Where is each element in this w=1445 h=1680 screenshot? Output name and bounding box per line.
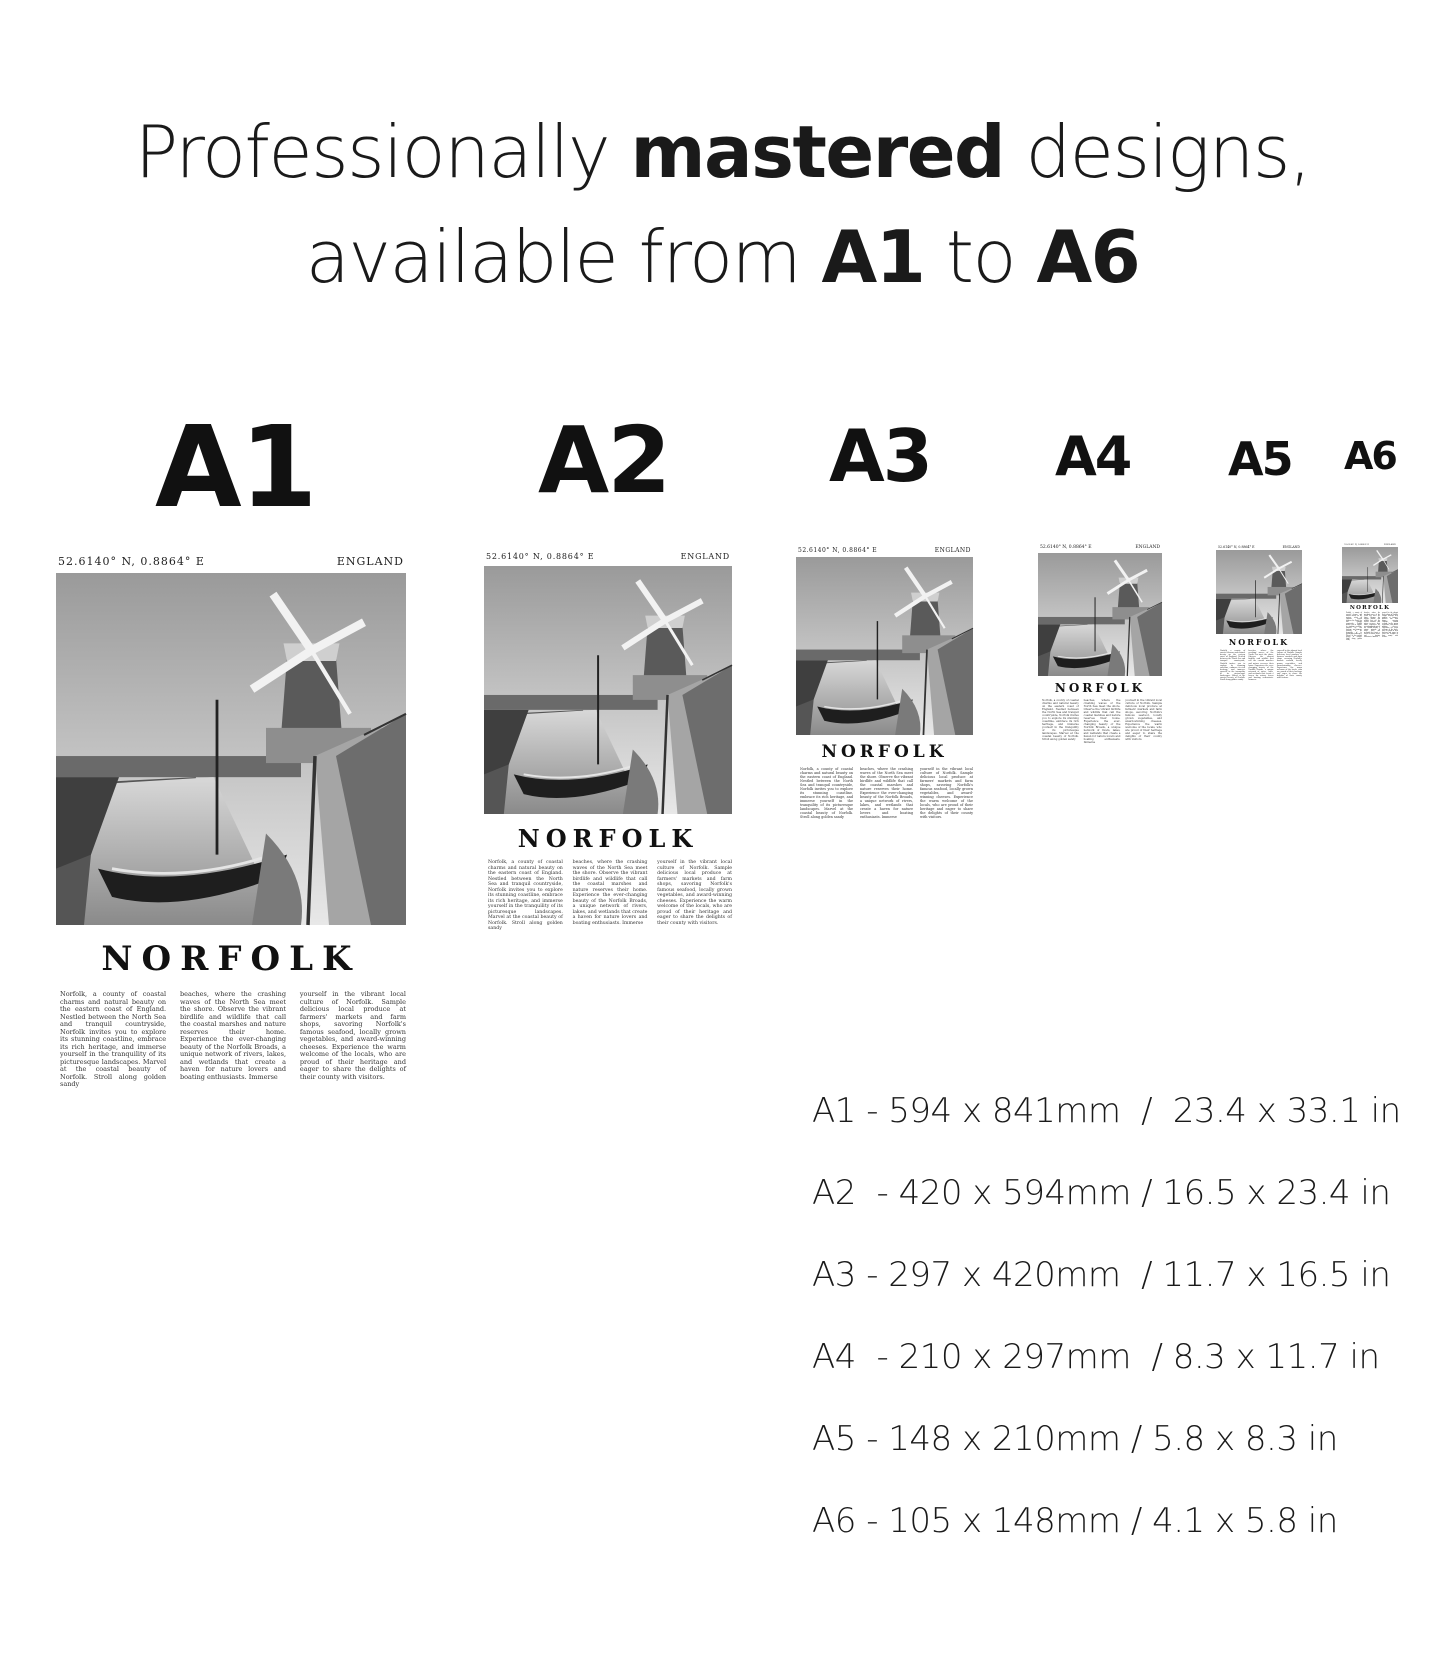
headline-text: designs, xyxy=(1004,110,1311,194)
body-column: yourself in the vibrant local culture of Norfolk. Sample delicious local produce at farmers' markets and farm shops, savoring Norfolk's famous seafood, locally grown vegetables, and award-winning cheeses. Experience the warm welcome of the locals, who are proud of their heritage and eager to share the delights of their county with visitors. xyxy=(1125,699,1162,741)
poster-body-text xyxy=(1042,699,1162,744)
poster-a1 xyxy=(56,555,406,1088)
poster-coordinates: 52.6140° N, 0.8864° E xyxy=(1218,545,1255,549)
poster-a3 xyxy=(796,547,973,819)
poster-country: ENGLAND xyxy=(1282,545,1300,549)
poster-body-text xyxy=(1220,650,1303,682)
poster-country: ENGLAND xyxy=(1135,545,1160,550)
poster-coordinates: 52.6140° N, 0.8864° E xyxy=(1040,545,1092,550)
spec-a2: A2 - 420 x 594mm / 16.5 x 23.4 in xyxy=(812,1173,1391,1213)
poster-country: ENGLAND xyxy=(934,547,971,554)
poster-title: NORFOLK xyxy=(821,742,948,762)
poster-body-text xyxy=(800,767,973,819)
windmill-photo xyxy=(1038,553,1162,676)
size-label-a5: A5 xyxy=(1228,432,1292,486)
spec-a6: A6 - 105 x 148mm / 4.1 x 5.8 in xyxy=(812,1501,1338,1541)
spec-a5: A5 - 148 x 210mm / 5.8 x 8.3 in xyxy=(812,1419,1338,1459)
poster-country: ENGLAND xyxy=(336,555,404,568)
poster-body-text xyxy=(60,990,406,1088)
body-column: beaches, where the crashing waves of the North Sea meet the shore. Observe the vibrant birdlife and wildlife that call the coastal marshes and nature reserves their home. Experience the ever-changing beauty of the Norfolk Broads, a unique network of rivers, lakes, and wetlands that create a haven for nature lovers and boating enthusiasts. Immerse xyxy=(1248,650,1274,682)
headline-text: Professionally xyxy=(134,110,631,194)
size-label-a2: A2 xyxy=(538,407,670,514)
spec-a1: A1 - 594 x 841mm / 23.4 x 33.1 in xyxy=(812,1091,1401,1131)
poster-a5 xyxy=(1216,545,1303,682)
headline-line-1 xyxy=(0,100,1445,205)
poster-coordinates: 52.6140° N, 0.8864° E xyxy=(798,547,878,554)
poster-title: NORFOLK xyxy=(1349,605,1391,611)
body-column: yourself in the vibrant local culture of Norfolk. Sample delicious local produce at farmers' markets and farm shops, savoring Norfolk's famous seafood, locally grown vegetables, and award-winning cheeses. Experience the warm welcome of the locals, who are proud of their heritage and eager to share the delights of their county with visitors. xyxy=(1382,613,1399,638)
poster-coordinates: 52.6140° N, 0.8864° E xyxy=(58,555,205,568)
body-column: Norfolk, a county of coastal charms and natural beauty on the eastern coast of England. Nestled between the North Sea and tranquil countryside, Norfolk invites you to explore its stunning coastline, embrace its rich heritage, and immerse yourself in the tranquility of its picturesque landscapes. Marvel at the coastal beauty of Norfolk. Stroll along golden sandy xyxy=(488,860,563,931)
poster-country: ENGLAND xyxy=(1384,543,1396,546)
body-column: Norfolk, a county of coastal charms and natural beauty on the eastern coast of England. Nestled between the North Sea and tranquil countryside, Norfolk invites you to explore its stunning coastline, embrace its rich heritage, and immerse yourself in the tranquility of its picturesque landscapes. Marvel at the coastal beauty of Norfolk. Stroll along golden sandy xyxy=(1042,699,1079,741)
poster-a6 xyxy=(1342,543,1399,641)
spec-a3: A3 - 297 x 420mm / 11.7 x 16.5 in xyxy=(812,1255,1391,1295)
body-column: yourself in the vibrant local culture of Norfolk. Sample delicious local produce at farmers' markets and farm shops, savoring Norfolk's famous seafood, locally grown vegetables, and award-winning cheeses. Experience the warm welcome of the locals, who are proud of their heritage and eager to share the delights of their county with visitors. xyxy=(1276,650,1303,680)
poster-a2 xyxy=(484,552,732,931)
poster-title: NORFOLK xyxy=(1054,681,1146,695)
body-column: Norfolk, a county of coastal charms and natural beauty on the eastern coast of England. Nestled between the North Sea and tranquil countryside, Norfolk invites you to explore its stunning coastline, embrace its rich heritage, and immerse yourself in the tranquility of its picturesque landscapes. Marvel at the coastal beauty of Norfolk. Stroll along golden sandy xyxy=(60,990,167,1088)
headline xyxy=(0,100,1445,310)
size-label-a1: A1 xyxy=(155,403,316,533)
body-column: yourself in the vibrant local culture of Norfolk. Sample delicious local produce at farmers' markets and farm shops, savoring Norfolk's famous seafood, locally grown vegetables, and award-winning cheeses. Experience the warm welcome of the locals, who are proud of their heritage and eager to share the delights of their county with visitors. xyxy=(299,990,406,1081)
windmill-photo xyxy=(796,557,973,735)
spec-a4: A4 - 210 x 297mm / 8.3 x 11.7 in xyxy=(812,1337,1380,1377)
windmill-photo xyxy=(484,566,732,814)
body-column: yourself in the vibrant local culture of Norfolk. Sample delicious local produce at farmers' markets and farm shops, savoring Norfolk's famous seafood, locally grown vegetables, and award-winning cheeses. Experience the warm welcome of the locals, who are proud of their heritage and eager to share the delights of their county with visitors. xyxy=(657,860,732,926)
size-label-a6: A6 xyxy=(1344,434,1396,478)
body-column: beaches, where the crashing waves of the North Sea meet the shore. Observe the vibrant birdlife and wildlife that call the coastal marshes and nature reserves their home. Experience the ever-changing beauty of the Norfolk Broads, a unique network of rivers, lakes, and wetlands that create a haven for nature lovers and boating enthusiasts. Immerse xyxy=(572,860,648,926)
poster-title: NORFOLK xyxy=(101,939,361,979)
size-label-a4: A4 xyxy=(1055,425,1131,488)
size-label-a3: A3 xyxy=(829,414,931,498)
poster-coordinates: 52.6140° N, 0.8864° E xyxy=(486,552,595,561)
body-column: Norfolk, a county of coastal charms and natural beauty on the eastern coast of England. Nestled between the North Sea and tranquil countryside, Norfolk invites you to explore its stunning coastline, embrace its rich heritage, and immerse yourself in the tranquility of its picturesque landscapes. Marvel at the coastal beauty of Norfolk. Stroll along golden sandy xyxy=(800,767,854,819)
body-column: beaches, where the crashing waves of the North Sea meet the shore. Observe the vibrant birdlife and wildlife that call the coastal marshes and nature reserves their home. Experience the ever-changing beauty of the Norfolk Broads, a unique network of rivers, lakes, and wetlands that create a haven for nature lovers and boating enthusiasts. Immerse xyxy=(859,767,914,819)
poster-body-text xyxy=(488,860,732,931)
poster-title: NORFOLK xyxy=(1228,637,1290,647)
body-column: beaches, where the crashing waves of the North Sea meet the shore. Observe the vibrant birdlife and wildlife that call the coastal marshes and nature reserves their home. Experience the ever-changing beauty of the Norfolk Broads, a unique network of rivers, lakes, and wetlands that create a haven for nature lovers and boating enthusiasts. Immerse xyxy=(1083,699,1121,744)
poster-a4 xyxy=(1038,545,1162,744)
poster-body-text xyxy=(1346,613,1399,641)
windmill-photo xyxy=(56,573,406,925)
poster-country: ENGLAND xyxy=(680,552,730,561)
body-column: Norfolk, a county of coastal charms and natural beauty on the eastern coast of England. Nestled between the North Sea and tranquil countryside, Norfolk invites you to explore its stunning coastline, embrace its rich heritage, and immerse yourself in the tranquility of its picturesque landscapes. Marvel at the coastal beauty of Norfolk. Stroll along golden sandy xyxy=(1220,650,1246,682)
headline-bold: A1 xyxy=(821,215,925,299)
headline-text: to xyxy=(924,215,1037,299)
headline-bold: A6 xyxy=(1036,215,1140,299)
body-column: beaches, where the crashing waves of the North Sea meet the shore. Observe the vibrant birdlife and wildlife that call the coastal marshes and nature reserves their home. Experience the ever-changing beauty of the Norfolk Broads, a unique network of rivers, lakes, and wetlands that create a haven for nature lovers and boating enthusiasts. Immerse xyxy=(179,990,287,1081)
poster-coordinates: 52.6140° N, 0.8864° E xyxy=(1344,543,1370,546)
body-column: Norfolk, a county of coastal charms and natural beauty on the eastern coast of England. Nestled between the North Sea and tranquil countryside, Norfolk invites you to explore its stunning coastline, embrace its rich heritage, and immerse yourself in the tranquility of its picturesque landscapes. Marvel at the coastal beauty of Norfolk. Stroll along golden sandy xyxy=(1346,613,1362,641)
poster-title: NORFOLK xyxy=(517,824,699,853)
headline-line-2 xyxy=(0,205,1445,310)
windmill-photo xyxy=(1216,550,1302,634)
headline-bold: mastered xyxy=(630,110,1005,194)
size-specifications xyxy=(812,1086,1401,1578)
body-column: yourself in the vibrant local culture of Norfolk. Sample delicious local produce at farmers' markets and farm shops, savoring Norfolk's famous seafood, locally grown vegetables, and award-winning cheeses. Experience the warm welcome of the locals, who are proud of their heritage and eager to share the delights of their county with visitors. xyxy=(919,767,973,819)
headline-text: available from xyxy=(305,215,822,299)
body-column: beaches, where the crashing waves of the North Sea meet the shore. Observe the vibrant birdlife and wildlife that call the coastal marshes and nature reserves their home. Experience the ever-changing beauty of the Norfolk Broads, a unique network of rivers, lakes, and wetlands that create a haven for nature lovers and boating enthusiasts. Immerse xyxy=(1364,613,1380,638)
windmill-photo xyxy=(1342,547,1398,603)
